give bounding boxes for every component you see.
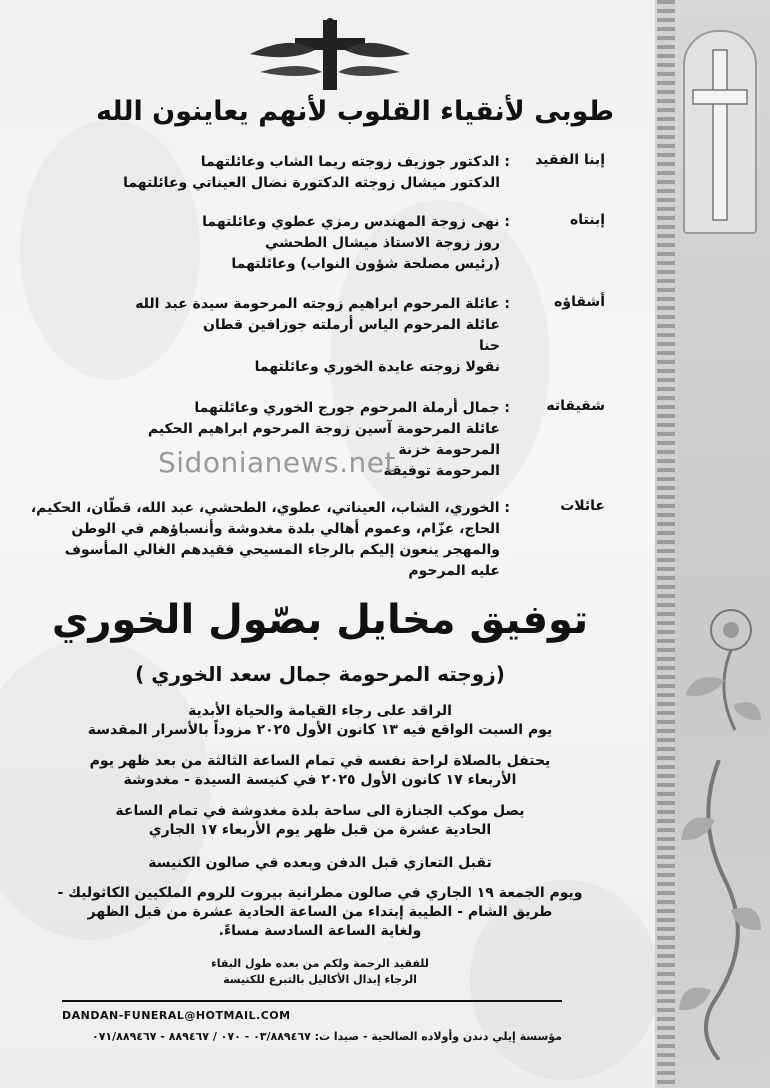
- section-lines: [40, 212, 510, 275]
- section-label: إبنتاه: [569, 212, 605, 228]
- notice-block: [40, 854, 600, 873]
- decorative-band: [655, 0, 770, 1088]
- section-label: عائلات: [560, 498, 605, 514]
- section-line: نقولا زوجته عايدة الخوري وعائلتهما: [254, 359, 500, 375]
- notice-block: [40, 884, 600, 941]
- notice-line: يحتفل بالصلاة لراحة نفسه في تمام الساعة الثالثة من بعد ظهر يوم: [89, 753, 551, 769]
- section-line: عائلة المرحوم الياس أرملته جوزافين قطان: [203, 317, 500, 333]
- chain-border: [657, 0, 675, 1088]
- contact-email: DANDAN-FUNERAL@HOTMAIL.COM: [62, 1009, 291, 1022]
- section-lines: [40, 294, 510, 378]
- section-line: المرحومة توفيقة: [383, 463, 500, 479]
- section-line: عليه المرحوم: [408, 563, 500, 579]
- notice-line: الأربعاء ١٧ كانون الأول ٢٠٢٥ في كنيسة السيدة - مغدوشة: [123, 772, 517, 788]
- section-line: (رئيس مصلحة شؤون النواب) وعائلتهما: [231, 256, 500, 272]
- cross-ornament-icon: [240, 14, 420, 94]
- footer-divider: [62, 1000, 562, 1002]
- section-line: : نهى زوجة المهندس رمزي عطوي وعائلتهما: [202, 214, 510, 230]
- section-line: : الخوري، الشاب، العيناتي، عطوي، الطحشي، عبد الله، قطّان، الحكيم،: [30, 500, 510, 516]
- section-label: أشقاؤه: [554, 294, 605, 310]
- notice-block: [40, 802, 600, 840]
- notice-line: ويوم الجمعة ١٩ الجاري في صالون مطرانية بيروت للروم الملكيين الكاثوليك -: [57, 885, 583, 901]
- section-line: والمهجر ينعون إليكم بالرجاء المسيحي فقيدهم الغالي المأسوف: [64, 542, 500, 558]
- section-lines: [30, 498, 510, 582]
- motto-heading: طوبى لأنقياء القلوب لأنهم يعاينون الله: [95, 96, 615, 127]
- closing-line: الرجاء إبدال الأكاليل بالتبرع للكنيسة: [223, 973, 417, 986]
- vine-ornament-icon: [675, 760, 763, 1060]
- cross-icon: [685, 32, 755, 232]
- cross-panel: [683, 30, 757, 234]
- section-label: إبنا الفقيد: [535, 152, 605, 168]
- section-daughters: [45, 212, 605, 282]
- section-line: : عائلة المرحوم ابراهيم زوجته المرحومة سيدة عبد الله: [135, 296, 510, 312]
- notice-line: طريق الشام - الطيبة إبتداء من الساعة الحادية عشرة من قبل الظهر: [87, 904, 553, 920]
- section-line: حنا: [478, 338, 500, 354]
- section-label: شقيقاته: [546, 398, 605, 414]
- notice-block: [40, 702, 600, 740]
- closing-block: [40, 956, 600, 988]
- section-sons: [45, 152, 605, 202]
- section-line: الحاج، عزّام، وعموم أهالي بلدة مغدوشة وأنسباؤهم في الوطن: [71, 521, 500, 537]
- watermark-text: Sidonianews.net: [158, 446, 396, 479]
- section-families: [30, 498, 605, 588]
- footer-contact: مؤسسة إيلي دندن وأولاده الصالحية - صيدا ت: ٠٣/٨٨٩٤٦٧ - ٠٧٠ / ٨٨٩٤٦٧ - ٠٧١/٨٨٩٤٦٧: [92, 1030, 562, 1043]
- notice-line: يصل موكب الجنازة الى ساحة بلدة مغدوشة في تمام الساعة: [115, 803, 525, 819]
- section-line: الدكتور ميشال زوجته الدكتورة نضال العيناتي وعائلتهما: [123, 175, 500, 191]
- notice-line: يوم السبت الواقع فيه ١٣ كانون الأول ٢٠٢٥ مزوداً بالأسرار المقدسة: [87, 722, 553, 738]
- notice-line: الحادية عشرة من قبل ظهر يوم الأربعاء ١٧ الجاري: [148, 822, 492, 838]
- deceased-name: توفيق مخايل بصّول الخوري: [51, 597, 589, 643]
- notice-line: ولغاية الساعة السادسة مساءً.: [218, 923, 422, 939]
- notice-line: تقبل التعازي قبل الدفن وبعده في صالون الكنيسة: [148, 855, 492, 871]
- section-line: المرحومة خزنة: [398, 442, 500, 458]
- notice-line: الراقد على رجاء القيامة والحياة الأبدية: [188, 703, 452, 719]
- flower-ornament-icon: [675, 600, 763, 740]
- notice-block: [40, 752, 600, 790]
- section-brothers: [45, 294, 605, 384]
- section-line: : جمال أرملة المرحوم جورج الخوري وعائلتهما: [194, 400, 510, 416]
- section-lines: [40, 152, 510, 194]
- section-line: : الدكتور جوزيف زوجته ريما الشاب وعائلتهما: [200, 154, 510, 170]
- spouse-line: (زوجته المرحومة جمال سعد الخوري ): [135, 662, 505, 686]
- closing-line: للفقيد الرحمة ولكم من بعده طول البقاء: [211, 957, 429, 970]
- section-line: روز زوجة الاستاذ ميشال الطحشي: [264, 235, 500, 251]
- section-line: عائلة المرحومة آسين زوجة المرحوم ابراهيم الحكيم: [147, 421, 500, 437]
